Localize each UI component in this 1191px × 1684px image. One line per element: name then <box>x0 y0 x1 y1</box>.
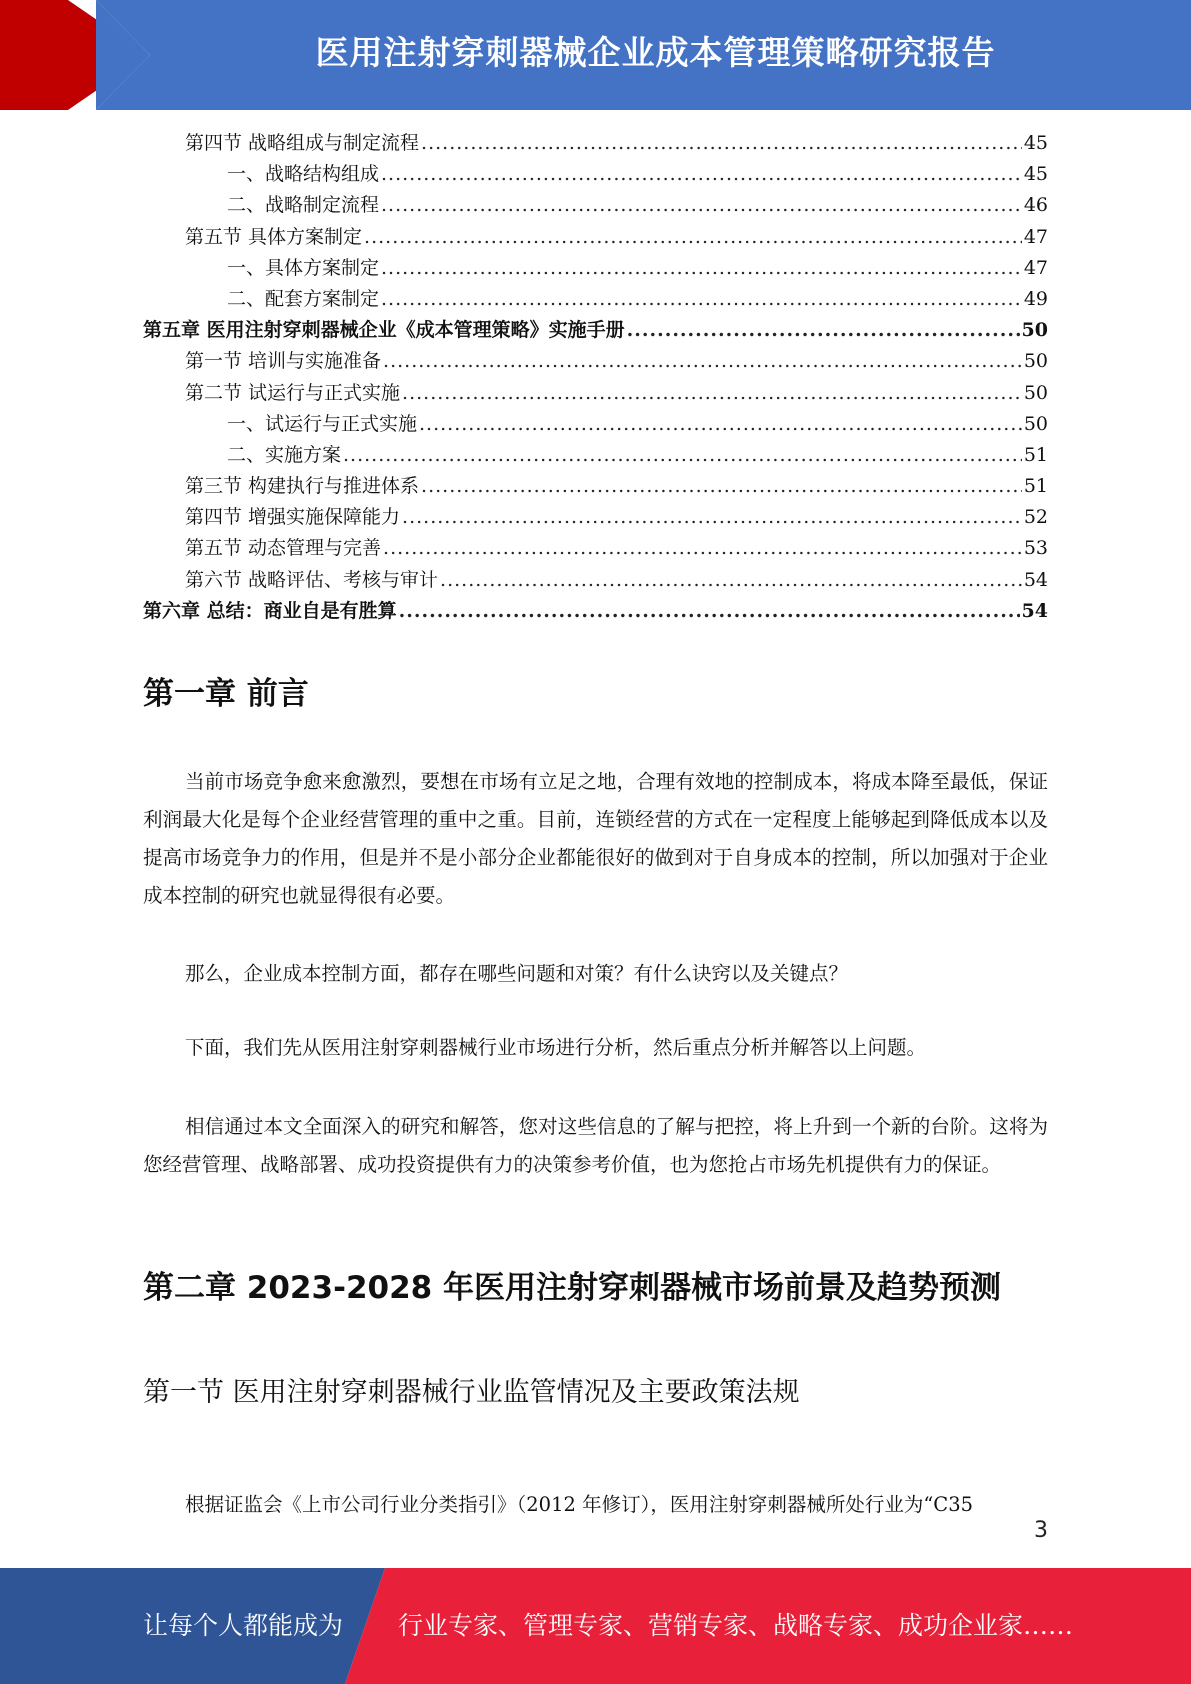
header-band <box>0 0 1191 110</box>
toc-entry-page: 50 <box>1023 381 1048 404</box>
toc-entry-label: 二、配套方案制定 <box>227 287 380 310</box>
toc-entry-label: 第四节 战略组成与制定流程 <box>185 132 420 154</box>
toc-entry-label: 一、试运行与正式实施 <box>227 412 418 435</box>
toc-entry[interactable] <box>143 533 1048 564</box>
toc-leader-dots <box>421 471 1022 502</box>
toc-entry[interactable] <box>143 222 1048 253</box>
toc-entry-page: 47 <box>1023 225 1048 248</box>
toc-entry-page: 52 <box>1023 506 1048 529</box>
footer-slogan-left: 让每个人都能成为 <box>143 1611 344 1640</box>
toc-leader-dots <box>402 502 1022 533</box>
toc-entry[interactable] <box>143 471 1048 502</box>
toc-entry-page: 53 <box>1023 537 1048 560</box>
toc-entry[interactable] <box>143 253 1048 284</box>
toc-leader-dots <box>381 253 1022 284</box>
toc-entry-page: 50 <box>1023 412 1048 435</box>
toc-entry[interactable] <box>143 159 1048 190</box>
toc-entry-label: 第六节 战略评估、考核与审计 <box>185 568 439 591</box>
toc-leader-dots <box>343 440 1022 471</box>
toc-entry-page: 50 <box>1021 319 1048 342</box>
toc-entry-label: 第一节 培训与实施准备 <box>185 350 382 373</box>
toc-entry-label: 一、具体方案制定 <box>227 256 380 279</box>
toc-entry-label: 第二节 试运行与正式实施 <box>185 381 401 404</box>
toc-entry-page: 47 <box>1023 256 1048 279</box>
toc-entry-page: 54 <box>1023 568 1048 591</box>
toc-entry[interactable] <box>143 315 1048 346</box>
toc-entry-label: 二、战略制定流程 <box>227 194 380 217</box>
header-title: 医用注射穿刺器械企业成本管理策略研究报告 <box>315 33 996 72</box>
toc-entry-label: 第五节 动态管理与完善 <box>185 537 382 560</box>
toc-leader-dots <box>364 222 1022 253</box>
toc-leader-dots <box>381 159 1022 190</box>
toc-entry[interactable] <box>143 409 1048 440</box>
toc-entry[interactable] <box>143 190 1048 221</box>
paragraph: 根据证监会《上市公司行业分类指引》（2012 年修订），医用注射穿刺器械所处行业为“C35 <box>185 1493 974 1516</box>
toc-leader-dots <box>440 565 1022 596</box>
toc-leader-dots <box>399 596 1020 627</box>
footer-band <box>0 1568 1191 1684</box>
toc-leader-dots <box>402 378 1022 409</box>
page-number: 3 <box>1034 1518 1048 1543</box>
chapter-2-heading: 第二章 2023-2028 年医用注射穿刺器械市场前景及趋势预测 <box>143 1270 1002 1306</box>
chapter-1-heading: 第一章 前言 <box>143 676 309 712</box>
toc-entry-page: 45 <box>1023 132 1048 154</box>
toc-entry-label: 二、实施方案 <box>227 443 342 466</box>
toc-entry-page: 45 <box>1023 163 1048 186</box>
toc-entry[interactable] <box>143 596 1048 627</box>
toc-entry-page: 51 <box>1023 475 1048 498</box>
paragraph: 下面，我们先从医用注射穿刺器械行业市场进行分析，然后重点分析并解答以上问题。 <box>185 1036 927 1059</box>
toc-entry-label: 一、战略结构组成 <box>227 163 380 186</box>
toc-entry-label: 第六章 总结：商业自是有胜算 <box>143 599 397 622</box>
paragraph: 当前市场竞争愈来愈激烈，要想在市场有立足之地，合理有效地的控制成本，将成本降至最低，保证利润最大化是每个企业经营管理的重中之重。目前，连锁经营的方式在一定程度上能够起到降低成本以及提高市场竞争力的作用，但是并不是小部分企业都能很好的做到对于自身成本的控制，所以加强对于企业成本控制的研究也就显得很有必要。 <box>143 770 1048 907</box>
toc-leader-dots <box>383 533 1022 564</box>
toc-entry[interactable] <box>143 284 1048 315</box>
toc-entry-label: 第五节 具体方案制定 <box>185 225 363 248</box>
toc-entry-page: 50 <box>1023 350 1048 373</box>
toc-leader-dots <box>419 409 1022 440</box>
footer-slogan-right: 行业专家、管理专家、营销专家、战略专家、成功企业家…… <box>398 1611 1074 1640</box>
toc-entry[interactable] <box>143 565 1048 596</box>
toc-entry-page: 46 <box>1023 194 1048 217</box>
paragraph: 那么，企业成本控制方面，都存在哪些问题和对策？有什么诀窍以及关键点？ <box>185 962 849 985</box>
toc-entry[interactable] <box>143 346 1048 377</box>
toc-entry[interactable] <box>143 378 1048 409</box>
toc-entry-label: 第四节 增强实施保障能力 <box>185 506 401 529</box>
toc-entry-page: 49 <box>1023 287 1048 310</box>
toc-leader-dots <box>627 315 1020 346</box>
paragraph: 相信通过本文全面深入的研究和解答，您对这些信息的了解与把控，将上升到一个新的台阶。这将为您经营管理、战略部署、成功投资提供有力的决策参考价值，也为您抢占市场先机提供有力的保证。 <box>143 1115 1048 1176</box>
toc-entry-page: 54 <box>1021 599 1048 622</box>
toc-entry-label: 第五章 医用注射穿刺器械企业《成本管理策略》实施手册 <box>143 319 625 342</box>
toc-leader-dots <box>383 346 1022 377</box>
toc-entry-label: 第三节 构建执行与推进体系 <box>185 475 420 498</box>
toc-entry[interactable] <box>143 440 1048 471</box>
toc-entry[interactable] <box>143 502 1048 533</box>
toc-leader-dots <box>421 128 1022 159</box>
toc-entry-page: 51 <box>1023 443 1048 466</box>
section-heading: 第一节 医用注射穿刺器械行业监管情况及主要政策法规 <box>143 1377 800 1408</box>
toc-leader-dots <box>381 284 1022 315</box>
table-of-contents <box>143 128 1048 627</box>
toc-leader-dots <box>381 190 1022 221</box>
toc-entry[interactable] <box>143 128 1048 159</box>
